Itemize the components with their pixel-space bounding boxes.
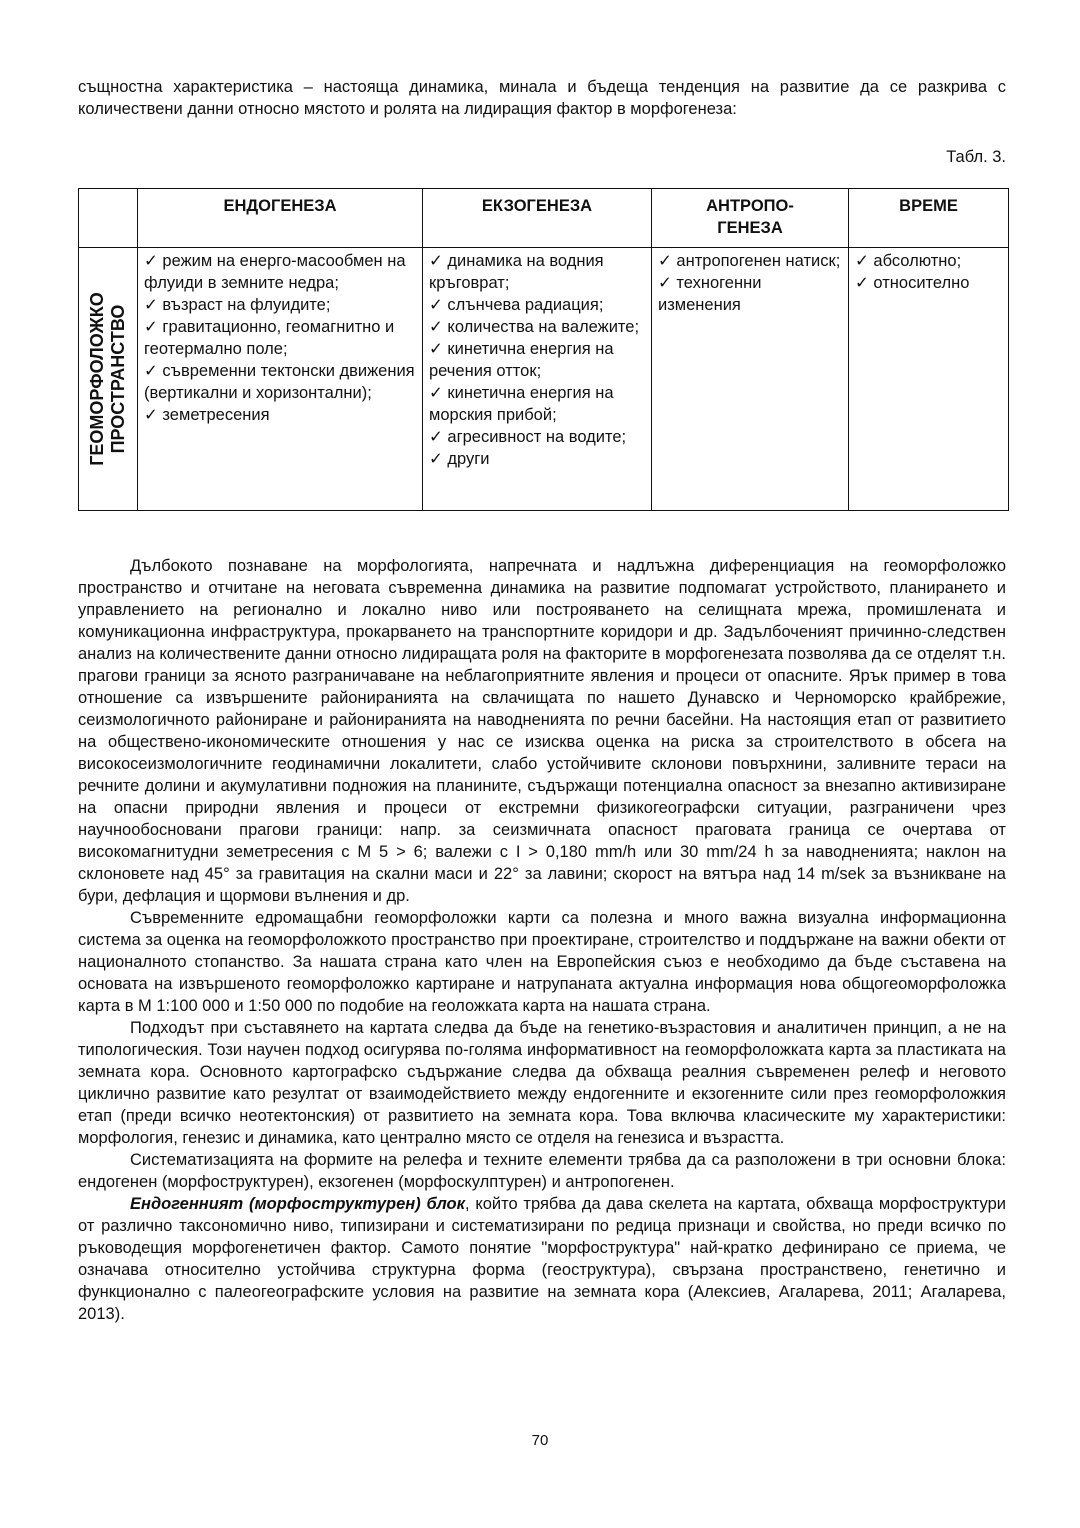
emphasis-heading: Ендогенният (морфоструктурен) блок [130, 1195, 465, 1213]
cell-vreme [849, 248, 1009, 511]
list-item: ✓ относително [855, 272, 1002, 294]
list-item: ✓ абсолютно; [855, 250, 1002, 272]
cell-antropogeneza [652, 248, 849, 511]
list-item: ✓ антропогенен натиск; [658, 250, 842, 272]
row-label: ГЕОМОРФОЛОЖКО ПРОСТРАНСТВО [87, 292, 128, 466]
table-header-row [79, 189, 1009, 248]
paragraph-3: Подходът при съставянето на картата следва да бъде на генетико-възрастовия и аналитичен принцип, а не на типологическия. Този научен подход осигурява по-голяма информативност на геоморфоложката карта за пластиката на земната кора. Основното картографско съдържание следва да обхваща реалния съвременен релеф и неговото циклично развитие като резултат от взаимодействието между ендогенните и екзогенните сили през геоморфоложкия етап (преди всичко неотектонския) от развитието на земната кора. Това включва класическите му характеристики: морфология, генезис и динамика, като централно място се отделя на генезиса и възрастта. [78, 1019, 1006, 1147]
header-vreme: ВРЕМЕ [849, 189, 1009, 248]
list-item: ✓ техногенни изменения [658, 272, 842, 316]
header-ekzogeneza: ЕКЗОГЕНЕЗА [423, 189, 652, 248]
list-item: ✓ други [429, 448, 645, 470]
paragraph-2: Съвременните едромащабни геоморфоложки карти са полезна и много важна визуална информационна система за оценка на геоморфоложкото пространство при проектиране, строителство и поддържане на важни обекти от националното стопанство. За нашата страна като член на Европейския съюз е необходимо да бъде съставена на основата на извършеното геоморфоложко картиране и натрупаната актуална информация нова общогеоморфоложка карта в М 1:100 000 и 1:50 000 по подобие на геоложката карта на нашата страна. [78, 909, 1006, 1015]
paragraph-5-text: , който трябва да дава скелета на картата, обхваща морфоструктури от различно таксономично ниво, типизирани и систематизирани по редица признаци и свойства, но преди всичко по ръководещия морфогенетичен фактор. Самото понятие "морфоструктура" най-кратко дефинирано се приема, че означава относително устойчива структурна форма (геоструктура), свързана пространствено, генетично и функционално с палеогеографските условия на развитие на земната кора (Алексиев, Агаларева, 2011; Агаларева, 2013). [78, 1195, 1007, 1323]
page-number: 70 [531, 1432, 549, 1449]
factors-table [78, 188, 1009, 511]
list-item: ✓ гравитационно, геомагнитно и геотермално поле; [144, 316, 416, 360]
empty-corner-cell [79, 189, 138, 248]
cell-endogeneza [138, 248, 423, 511]
table-data-row [79, 248, 1009, 511]
intro-paragraph: същностна характеристика – настояща динамика, минала и бъдеща тенденция на развитие да се разкрива с количествени данни относно мястото и ролята на лидиращия фактор в морфогенеза: [78, 78, 1006, 118]
list-item: ✓ кинетична енергия на речения отток; [429, 338, 645, 382]
row-label-cell [79, 248, 138, 511]
list-item: ✓ динамика на водния кръговрат; [429, 250, 645, 294]
paragraph-4: Систематизацията на формите на релефа и техните елементи трябва да са разположени в три основни блока: ендогенен (морфоструктурен), екзогенен (морфоскулптурен) и антропогенен. [78, 1151, 1006, 1191]
header-antropogeneza: АНТРОПО- ГЕНЕЗА [652, 189, 849, 248]
paragraph-5 [78, 1193, 1006, 1325]
list-item: ✓ кинетична енергия на морския прибой; [429, 382, 645, 426]
document-page [78, 76, 1006, 1325]
list-item: ✓ агресивност на водите; [429, 426, 645, 448]
list-item: ✓ слънчева радиация; [429, 294, 645, 316]
list-item: ✓ количества на валежите; [429, 316, 645, 338]
list-item: ✓ съвременни тектонски движения (вертикални и хоризонтални); [144, 360, 416, 404]
body-text [78, 555, 1006, 1325]
list-item: ✓ режим на енерго-масообмен на флуиди в земните недра; [144, 250, 416, 294]
list-item: ✓ земетресения [144, 404, 416, 426]
header-endogeneza: ЕНДОГЕНЕЗА [138, 189, 423, 248]
list-item: ✓ възраст на флуидите; [144, 294, 416, 316]
cell-ekzogeneza [423, 248, 652, 511]
table-reference: Табл. 3. [946, 148, 1006, 166]
paragraph-1: Дълбокото познаване на морфологията, напречната и надлъжна диференциация на геоморфоложко пространство и отчитане на неговата съвременна динамика на развитие подпомагат устройството, планирането и управлението на регионално и локално ниво или построяването на селищната мрежа, промишлената и комуникационна инфраструктура, прокарването на транспортните коридори и др. Задълбоченият причинно-следствен анализ на количествените данни относно лидиращата роля на факторите в морфогенезата позволява да се отделят т.н. прагови граници за ясното разграничаване на неблагоприятните явления и процеси от опасните. Ярък пример в това отношение са извършените райониранията на свлачищата по нашето Дунавско и Черноморско крайбрежие, сеизмологичното райониране и райониранията на наводненията по речни басейни. На настоящия етап от развитието на обществено-икономическите отношения у нас се изисква оценка на риска за строителството в обсега на високосеизмологичните геодинамични локалитети, слабо устойчивите склонови повърхнини, заливните тераси на речните долини и акумулативни подножия на планините, съдържащи потенциална опасност за внезапно активизиране на опасни природни явления и процеси от екстремни физикогеографски ситуации, разграничени чрез научнообосновани прагови граници: напр. за сеизмичната опасност праговата граница се очертава от високомагнитудни земетресения с М 5 > 6; валежи с I > 0,180 mm/h или 30 mm/24 h за наводненията; наклон на склоновете над 45° за гравитация на скални маси и 22° за лавини; скорост на вятъра над 14 m/sek за възникване на бури, дефлация и щормови вълнения и др. [78, 557, 1006, 905]
